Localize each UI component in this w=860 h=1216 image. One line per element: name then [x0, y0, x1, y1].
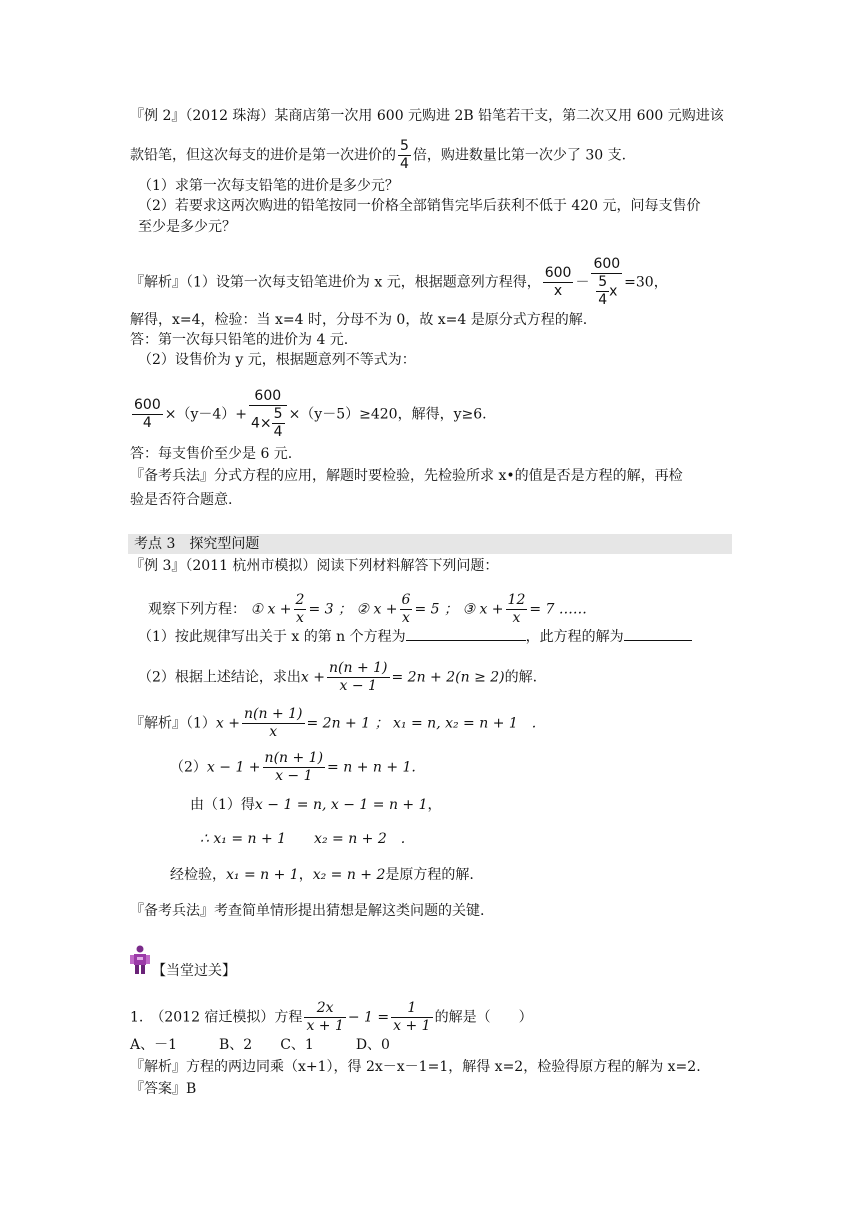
section-heading-dangtang: 【当堂过关】 [152, 963, 236, 979]
fraction-five-fourths: $\frac{5}{4}$ [400, 138, 409, 172]
ex2-inequality: $\frac{600}{4}$ ×（y－4）+ 600 4× $\frac{5}{4}$ ×（y－5）≥420，解得，y≥6. [134, 388, 487, 440]
ex3-solution-5: 经检验，x₁ = n + 1，x₂ = n + 2是原方程的解. [170, 867, 474, 883]
question-1-solution: 『解析』方程的两边同乘（x+1），得 2x－x－1=1，解得 x=2，检验得原方程的解为 x=2. [130, 1059, 701, 1075]
fraction-600-over-five-fourths-x: 600 $\frac{5}{4}$ x [593, 256, 621, 308]
section-heading: 考点 3 探究型问题 [134, 536, 260, 552]
fraction-n-n1-over-x-1: $\frac{n(n + 1)}{x - 1}$ [329, 660, 388, 694]
ex3-tip: 『备考兵法』考查简单情形提出猜想是解这类问题的关键. [130, 903, 485, 919]
question-1-options: A、－1 B、2 C、1 D、0 [130, 1037, 390, 1053]
question-1-answer: 『答案』B [130, 1081, 197, 1097]
ex2-question-1: （1）求第一次每支铅笔的进价是多少元？ [138, 178, 399, 194]
fraction-n-n1-over-x: $\frac{n(n + 1)}{x}$ [244, 706, 303, 740]
ex2-question-2a: （2）若要求这两次购进的铅笔按同一价格全部销售完毕后获利不低于 420 元，问每支售价 [138, 198, 701, 214]
ex2-solution-2: 解得，x=4，检验：当 x=4 时，分母不为 0，故 x=4 是原分式方程的解. [130, 312, 588, 328]
person-icon [128, 945, 152, 975]
fraction-1-over-x-plus-1: $\frac{1}{x + 1}$ [393, 1000, 431, 1034]
ex3-question-1: （1）按此规律写出关于 x 的第 n 个方程为 ，此方程的解为 [138, 626, 692, 646]
ex2-solution-3: （2）设售价为 y 元，根据题意列不等式为： [138, 352, 416, 368]
fraction-600-over-x: $\frac{600}{x}$ [544, 265, 572, 299]
ex2-question-2b: 至少是多少元？ [138, 219, 236, 235]
answer-blank-1[interactable] [406, 626, 526, 641]
fraction-n-n1-over-x-1-b: $\frac{n(n + 1)}{x - 1}$ [264, 750, 324, 784]
ex3-solution-1: 『解析』（1）x + $\frac{n(n + 1)}{x}$ = 2n + 1 ； x₁ = n, x₂ = n + 1 . [130, 706, 537, 740]
fraction-6-over-x: $\frac{6}{x}$ [401, 592, 411, 626]
ex2-line2: 款铅笔，但这次每支的进价是第一次进价的 $\frac{5}{4}$ 倍，购进数量比第一次少了 30 支. [130, 138, 627, 172]
fraction-600-over-4-times-five-fourths: 600 4× $\frac{5}{4}$ [249, 388, 287, 441]
ex2-answer-1: 答：第一次每只铅笔的进价为 4 元. [130, 332, 349, 348]
answer-blank-2[interactable] [624, 626, 692, 641]
fraction-600-over-4: $\frac{600}{4}$ [134, 397, 161, 431]
ex3-solution-2: （2）x − 1 + $\frac{n(n + 1)}{x - 1}$ = n + n + 1. [170, 750, 416, 784]
ex3-solution-3: 由（1）得x − 1 = n, x − 1 = n + 1， [190, 797, 442, 813]
ex3-question-2: （2）根据上述结论，求出x + $\frac{n(n + 1)}{x - 1}$ = 2n + 2(n ≥ 2)的解. [138, 660, 538, 694]
fraction-12-over-x: $\frac{12}{x}$ [507, 592, 526, 626]
ex3-line1: 『例 3』（2011 杭州市模拟）阅读下列材料解答下列问题： [130, 558, 499, 574]
ex2-tip-1: 『备考兵法』分式方程的应用，解题时要检验，先检验所求 x•的值是否是方程的解，再检 [130, 468, 683, 484]
ex3-observe-equations: 观察下列方程： ① x + $\frac{2}{x}$ = 3 ； ② x + $\frac{6}{x}$ = 5 ； ③ x + $\frac{12}{x}$ = 7 …… [148, 592, 587, 626]
ex2-answer-2: 答：每支售价至少是 6 元. [130, 446, 293, 462]
question-1-stem: 1. （2012 宿迁模拟）方程 $\frac{2x}{x + 1}$ − 1 = $\frac{1}{x + 1}$ 的解是（ ） [130, 1000, 533, 1034]
ex2-line1: 『例 2』（2012 珠海）某商店第一次用 600 元购进 2B 铅笔若干支，第二次又用 600 元购进该 [130, 108, 724, 124]
ex2-solution-1: 『解析』（1）设第一次每支铅笔进价为 x 元，根据题意列方程得， $\frac{600}{x}$ － 600 $\frac{5}{4}$ x =30， [130, 256, 668, 308]
fraction-2-over-x: $\frac{2}{x}$ [295, 592, 305, 626]
ex3-solution-4: ∴ x₁ = n + 1 x₂ = n + 2 . [200, 831, 406, 847]
fraction-2x-over-x-plus-1: $\frac{2x}{x + 1}$ [306, 1000, 344, 1034]
ex2-tip-2: 验是否符合题意. [130, 492, 233, 508]
